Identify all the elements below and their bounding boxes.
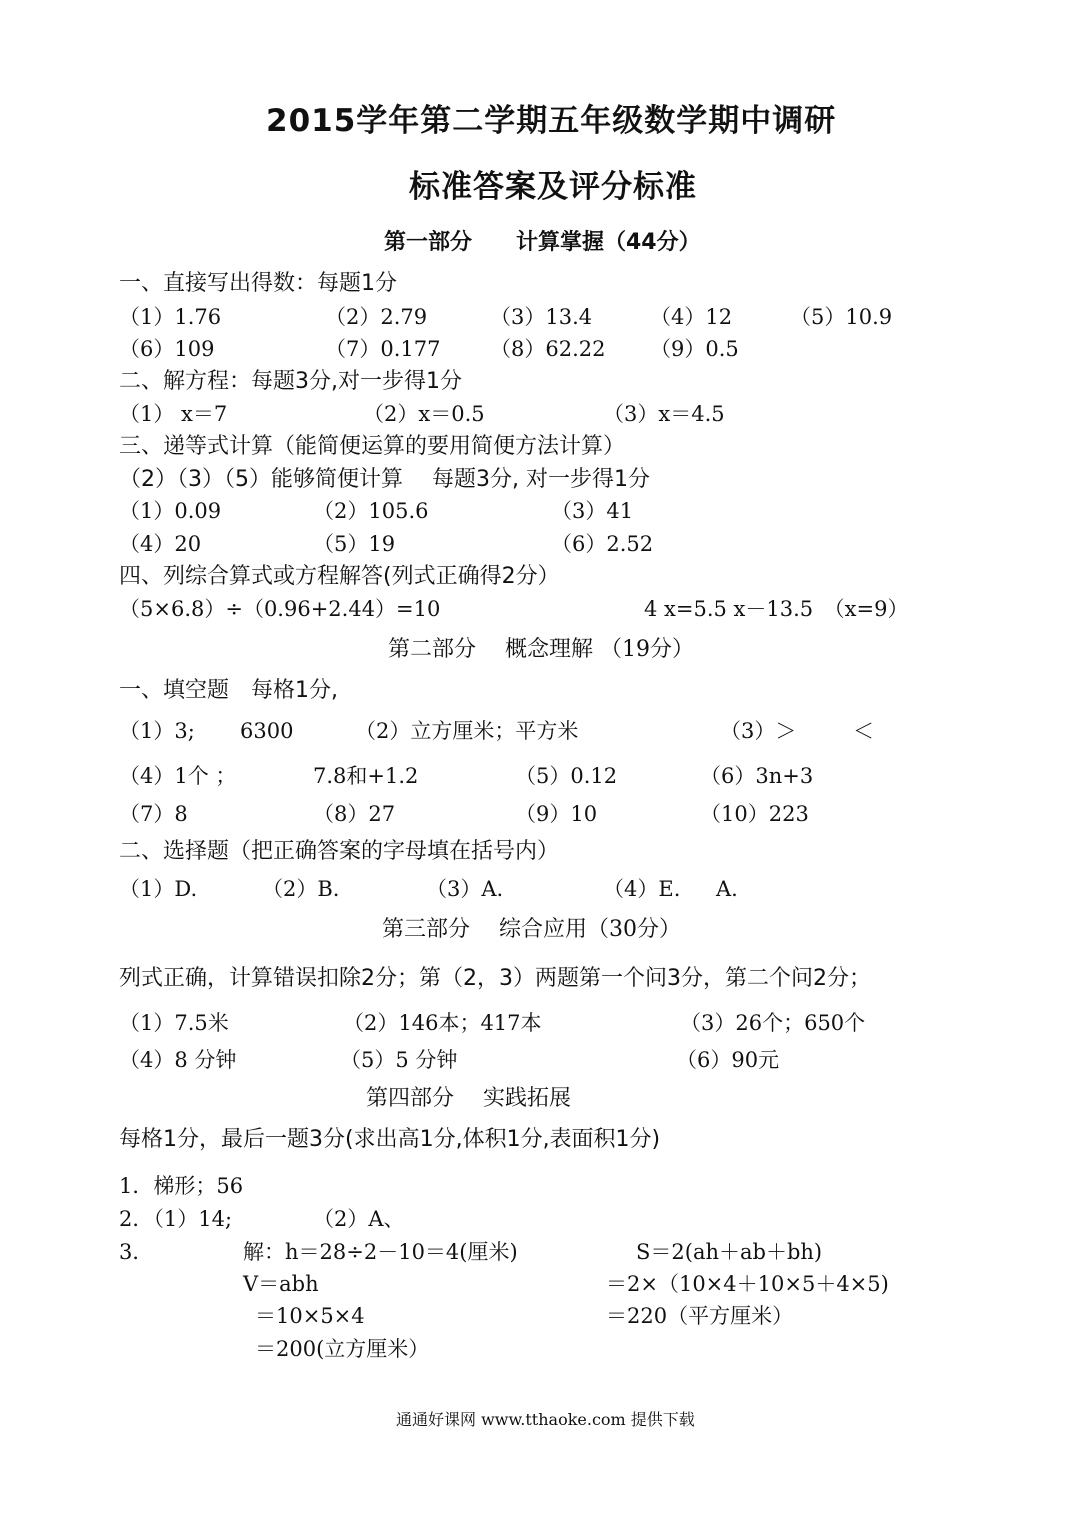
answer-item: （1） x＝7 xyxy=(119,402,228,426)
answer-item: （6）90元 xyxy=(676,1048,780,1072)
answer-item: （4）E. xyxy=(603,877,681,901)
answer-line: 解：h＝28÷2－10＝4(厘米) xyxy=(243,1240,518,1264)
answer-line: ＝200(立方厘米） xyxy=(255,1337,430,1361)
answer-line: 3． xyxy=(119,1240,154,1264)
answer-item: A. xyxy=(716,877,738,901)
answer-line: 1．梯形；56 xyxy=(119,1174,244,1198)
answer-item: 7.8和+1.2 xyxy=(313,764,419,788)
answer-item: （5）0.12 xyxy=(515,764,618,788)
part1-heading: 第一部分 计算掌握（44分） xyxy=(384,230,701,255)
part1-q2-heading: 二、解方程：每题3分,对一步得1分 xyxy=(119,369,462,394)
answer-item: （5）10.9 xyxy=(790,305,893,329)
answer-item: 4 x=5.5 x－13.5 （x=9） xyxy=(644,597,909,621)
part2-q1-heading: 一、填空题 每格1分, xyxy=(119,678,338,703)
answer-item: （4）8 分钟 xyxy=(119,1048,237,1072)
answer-item: （6）2.52 xyxy=(551,532,654,556)
answer-item: （2）x＝0.5 xyxy=(363,402,485,426)
answer-item: （2）146本；417本 xyxy=(343,1011,542,1035)
answer-item: （3）26个；650个 xyxy=(680,1011,866,1035)
answer-item: （3）＞ xyxy=(720,719,797,743)
part3-note: 列式正确，计算错误扣除2分；第（2，3）两题第一个问3分，第二个问2分； xyxy=(119,966,871,991)
answer-item: （3）A. xyxy=(426,877,504,901)
answer-line: 2．（1）14; xyxy=(119,1207,233,1231)
answer-line: ＝220（平方厘米） xyxy=(606,1304,794,1328)
answer-item: （9）0.5 xyxy=(650,337,739,361)
answer-item: （6）3n+3 xyxy=(700,764,814,788)
answer-item: （7）8 xyxy=(119,802,188,826)
answer-item: （9）10 xyxy=(515,802,598,826)
answer-item: （3）13.4 xyxy=(490,305,593,329)
answer-item: （2）2.79 xyxy=(325,305,428,329)
part4-note: 每格1分，最后一题3分(求出高1分,体积1分,表面积1分) xyxy=(119,1127,661,1152)
answer-item: （7）0.177 xyxy=(325,337,441,361)
answer-item: （2）立方厘米；平方米 xyxy=(355,719,579,743)
part1-q3-heading: 三、递等式计算（能简便运算的要用简便方法计算） xyxy=(119,434,626,459)
answer-line: S＝2(ah＋ab＋bh) xyxy=(636,1240,823,1264)
page-title: 2015学年第二学期五年级数学期中调研 xyxy=(266,103,837,139)
answer-item: （1）D. xyxy=(119,877,198,901)
answer-item: （8）27 xyxy=(313,802,396,826)
answer-item: （1）7.5米 xyxy=(119,1011,229,1035)
part4-heading: 第四部分 实践拓展 xyxy=(366,1086,571,1111)
answer-item: （1）0.09 xyxy=(119,499,222,523)
footer-source: 通通好课网 www.tthaoke.com 提供下载 xyxy=(396,1410,695,1429)
answer-item: （5×6.8）÷（0.96+2.44）=10 xyxy=(119,597,441,621)
answer-item: （2）B. xyxy=(262,877,340,901)
answer-item: ＜ xyxy=(853,719,874,743)
part1-q1-heading: 一、直接写出得数：每题1分 xyxy=(119,271,397,296)
part3-heading: 第三部分 综合应用（30分） xyxy=(382,917,681,942)
part2-q2-heading: 二、选择题（把正确答案的字母填在括号内） xyxy=(119,839,560,864)
answer-item: （1）1.76 xyxy=(119,305,222,329)
answer-line: V＝abh xyxy=(243,1272,319,1296)
answer-item: （4）20 xyxy=(119,532,202,556)
page-subtitle: 标准答案及评分标准 xyxy=(409,169,697,205)
answer-item: （6）109 xyxy=(119,337,215,361)
answer-line: ＝2×（10×4＋10×5＋4×5) xyxy=(606,1272,889,1296)
part2-heading: 第二部分 概念理解 （19分） xyxy=(388,637,694,662)
part1-q4-heading: 四、列综合算式或方程解答(列式正确得2分） xyxy=(119,564,560,589)
answer-item: （5）19 xyxy=(313,532,396,556)
answer-item: （8）62.22 xyxy=(490,337,606,361)
answer-item: （3）41 xyxy=(551,499,634,523)
answer-item: （5）5 分钟 xyxy=(340,1048,458,1072)
answer-item: 6300 xyxy=(240,719,294,743)
answer-item: （1）3; xyxy=(119,719,195,743)
answer-line: ＝10×5×4 xyxy=(255,1304,365,1328)
answer-item: （2）105.6 xyxy=(313,499,429,523)
part1-q3-note: （2）（3）（5）能够简便计算 每题3分, 对一步得1分 xyxy=(119,467,650,492)
answer-line: （2）A、 xyxy=(313,1207,405,1231)
answer-item: （4）12 xyxy=(650,305,733,329)
answer-item: （10）223 xyxy=(700,802,809,826)
answer-item: （3）x＝4.5 xyxy=(603,402,725,426)
answer-item: （4）1个 ； xyxy=(119,764,237,788)
